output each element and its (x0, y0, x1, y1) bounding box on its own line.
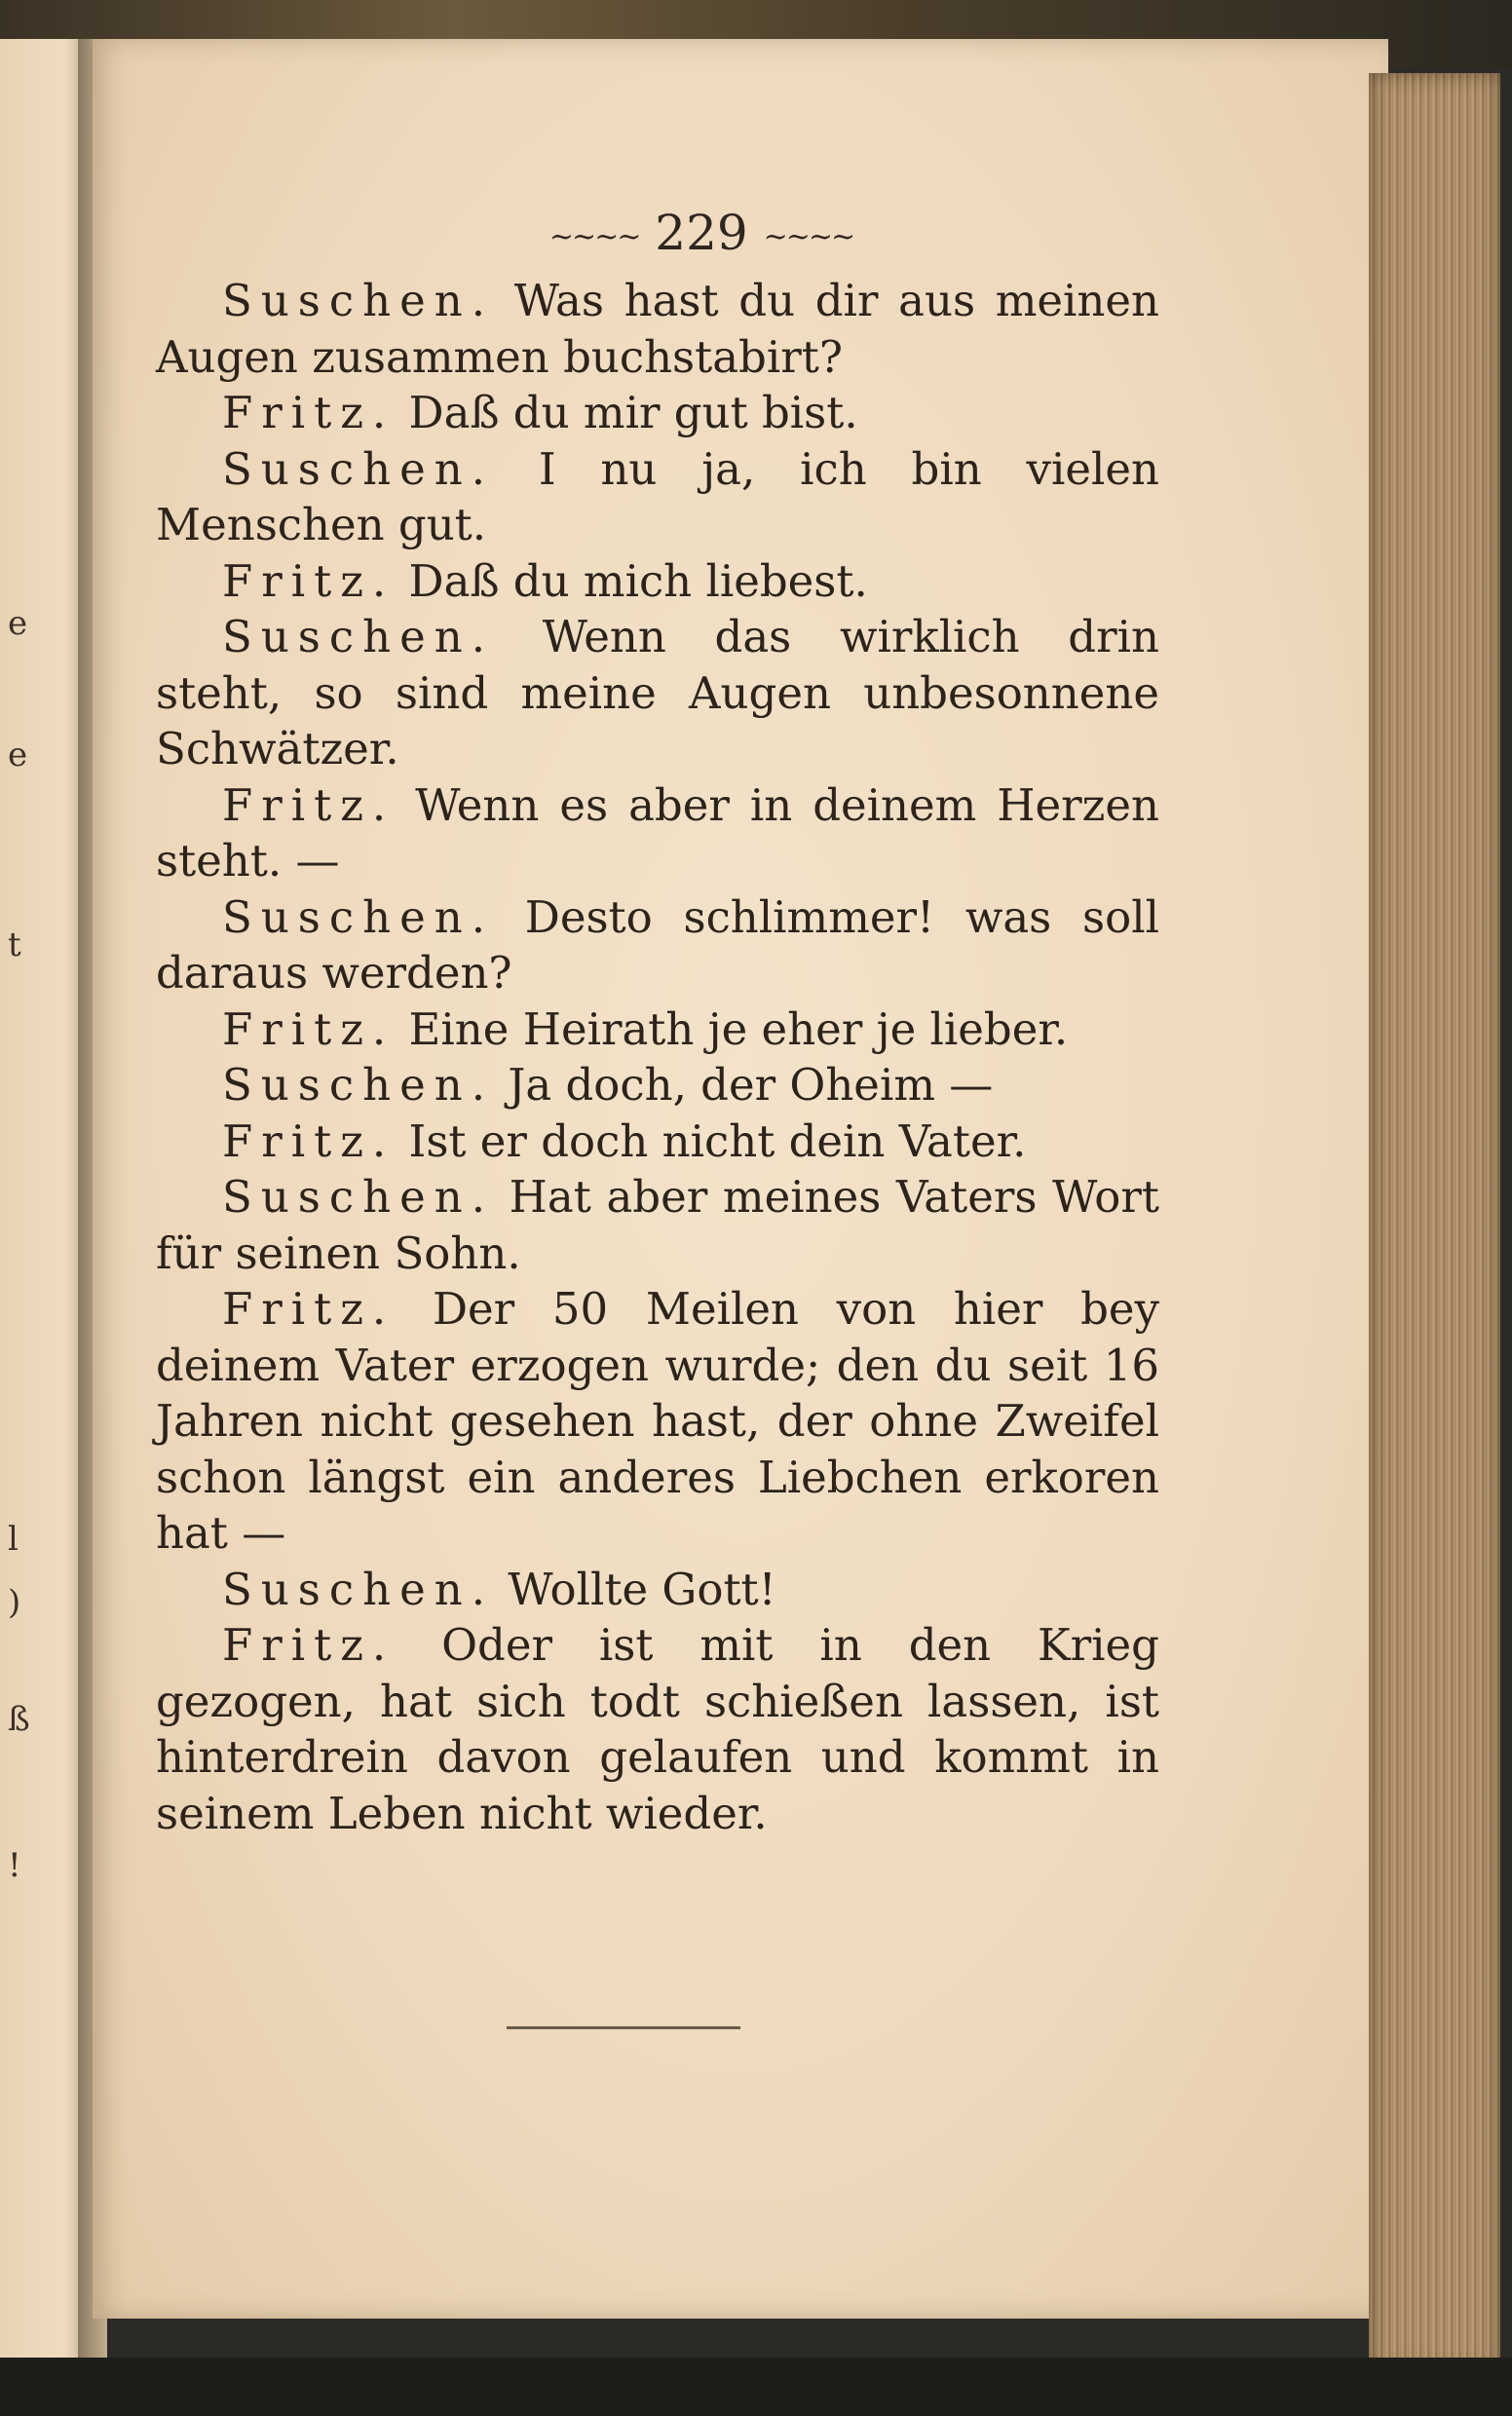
speaker-name: Fritz. (222, 387, 396, 438)
line-text: Daß du mir gut bist. (395, 387, 858, 438)
margin-mark: e (8, 604, 28, 643)
line-text: Oder ist mit in den Krieg gezogen, hat sich todt schießen lassen, ist hinterdrein davon gelaufen und kommt in seinem Leben nicht wieder. (156, 1619, 1159, 1839)
dialogue-line (156, 273, 1159, 385)
left-page-margin-marks (8, 0, 47, 2416)
speaker-name: Suschen. (222, 275, 495, 326)
speaker-name: Suschen. (222, 1059, 495, 1111)
speaker-name: Suschen. (222, 442, 495, 495)
speaker-name: Fritz. (222, 1114, 396, 1167)
line-text: Desto schlimmer! was soll daraus werden? (156, 890, 1159, 999)
speaker-name: Fritz. (222, 1002, 396, 1055)
line-text: Wenn es aber in deinem Herzen steht. — (156, 778, 1159, 887)
line-text: Der 50 Meilen von hier bey deinem Vater erzogen wurde; den du seit 16 Jahren nicht gesehen hast, der ohne Zweifel schon längst ein anderes Liebchen erkoren hat — (156, 1283, 1159, 1559)
speaker-name: Fritz. (222, 778, 396, 831)
page-edges (1369, 73, 1500, 2372)
speaker-name: Fritz. (222, 554, 396, 607)
dialogue-line (156, 385, 1159, 441)
line-text: Was hast du dir aus meinen Augen zusammen buchstabirt? (156, 275, 1159, 383)
dialogue-line (156, 777, 1159, 889)
speaker-name: Suschen. (222, 1171, 495, 1223)
line-text: Wenn das wirklich drin steht, so sind meine Augen unbesonnene Schwätzer. (156, 611, 1159, 774)
dialogue-line (156, 889, 1159, 1001)
line-text: I nu ja, ich bin vielen Menschen gut. (156, 442, 1159, 550)
margin-mark: ! (8, 1846, 21, 1885)
page-header (507, 205, 896, 261)
dialogue-line (156, 1169, 1159, 1281)
line-text: Wollte Gott! (494, 1563, 776, 1615)
header-ornament-right: ~~~~ (763, 219, 854, 254)
header-ornament-left: ~~~~ (548, 219, 640, 254)
dialogue-line (156, 1562, 1159, 1618)
margin-mark: ) (8, 1583, 21, 1622)
end-rule (507, 2026, 740, 2029)
margin-mark: e (8, 736, 28, 774)
line-text: Eine Heirath je eher je lieber. (395, 1002, 1069, 1055)
speaker-name: Suschen. (222, 1563, 495, 1615)
dialogue-text (156, 273, 1159, 1841)
book-cover-bottom (0, 2358, 1512, 2416)
margin-mark: ß (8, 1700, 30, 1739)
margin-mark: l (8, 1520, 19, 1559)
dialogue-line (156, 1114, 1159, 1170)
line-text: Ist er doch nicht dein Vater. (395, 1114, 1027, 1167)
dialogue-line (156, 1617, 1159, 1841)
dialogue-line (156, 441, 1159, 553)
speaker-name: Suschen. (222, 611, 495, 662)
dialogue-line (156, 1057, 1159, 1114)
dialogue-line (156, 553, 1159, 610)
speaker-name: Suschen. (222, 890, 495, 943)
speaker-name: Fritz. (222, 1619, 396, 1671)
line-text: Daß du mich liebest. (395, 554, 868, 607)
speaker-name: Fritz. (222, 1283, 396, 1335)
margin-mark: t (8, 925, 21, 964)
page-number: 229 (655, 205, 748, 261)
line-text: Hat aber meines Vaters Wort für seinen Sohn. (156, 1171, 1159, 1279)
line-text: Ja doch, der Oheim — (494, 1059, 994, 1111)
dialogue-line (156, 1001, 1159, 1058)
dialogue-line (156, 1281, 1159, 1562)
dialogue-line (156, 609, 1159, 777)
